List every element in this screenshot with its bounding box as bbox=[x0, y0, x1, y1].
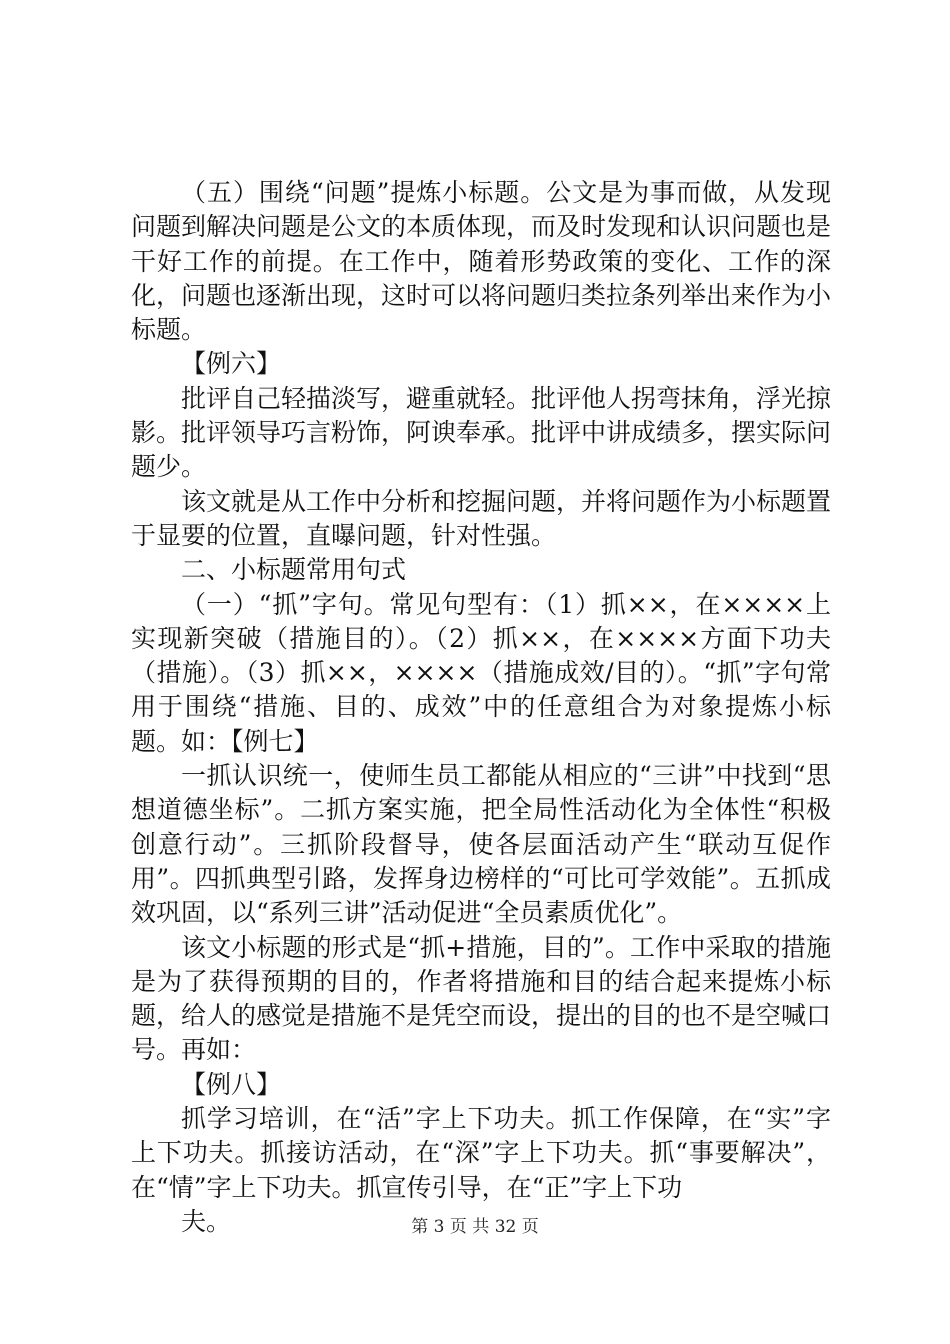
paragraph: 该文小标题的形式是“抓+措施，目的”。工作中采取的措施是为了获得预期的目的，作者将措施和目的结合起来提炼小标题，给人的感觉是措施不是凭空而设，提出的目的也不是空喊口号。再如： bbox=[131, 932, 832, 1065]
paragraph: 该文就是从工作中分析和挖掘问题，并将问题作为小标题置于显要的位置，直曝问题，针对性强。 bbox=[131, 486, 832, 550]
paragraph: （一）“抓”字句。常见句型有：（1）抓××，在××××上实现新突破（措施目的）。（2）抓××，在××××方面下功夫（措施）。（3）抓××，××××（措施成效/目的）。“抓”字句常用于围绕“措施、目的、成效”中的任意组合为对象提炼小标题。如：【例七】 bbox=[131, 589, 831, 756]
paragraph: 夫。 bbox=[181, 1206, 232, 1236]
paragraph: 批评自己轻描淡写，避重就轻。批评他人拐弯抹角，浮光掠影。批评领导巧言粉饰，阿谀奉承。批评中讲成绩多，摆实际问题少。 bbox=[131, 383, 832, 482]
section-heading: 二、小标题常用句式 bbox=[181, 555, 407, 585]
example-label: 【例六】 bbox=[181, 349, 282, 379]
example-label: 【例八】 bbox=[181, 1069, 282, 1099]
document-body bbox=[131, 176, 831, 1239]
paragraph: 抓学习培训，在“活”字上下功夫。抓工作保障，在“实”字上下功夫。抓接访活动，在“深”字上下功夫。抓“事要解决”，在“情”字上下功夫。抓宣传引导，在“正”字上下功 bbox=[131, 1104, 831, 1202]
page-footer: 第 3 页 共 32 页 bbox=[411, 1217, 539, 1237]
paragraph: 一抓认识统一，使师生员工都能从相应的“三讲”中找到“思想道德坐标”。二抓方案实施，把全局性活动化为全体性“积极创意行动”。三抓阶段督导，使各层面活动产生“联动互促作用”。四抓典型引路，发挥身边榜样的“可比可学效能”。五抓成效巩固，以“系列三讲”活动促进“全员素质优化”。 bbox=[131, 761, 831, 928]
paragraph: （五）围绕“问题”提炼小标题。公文是为事而做，从发现问题到解决问题是公文的本质体现，而及时发现和认识问题也是干好工作的前提。在工作中，随着形势政策的变化、工作的深化，问题也逐渐出现，这时可以将问题归类拉条列举出来作为小标题。 bbox=[131, 178, 832, 345]
